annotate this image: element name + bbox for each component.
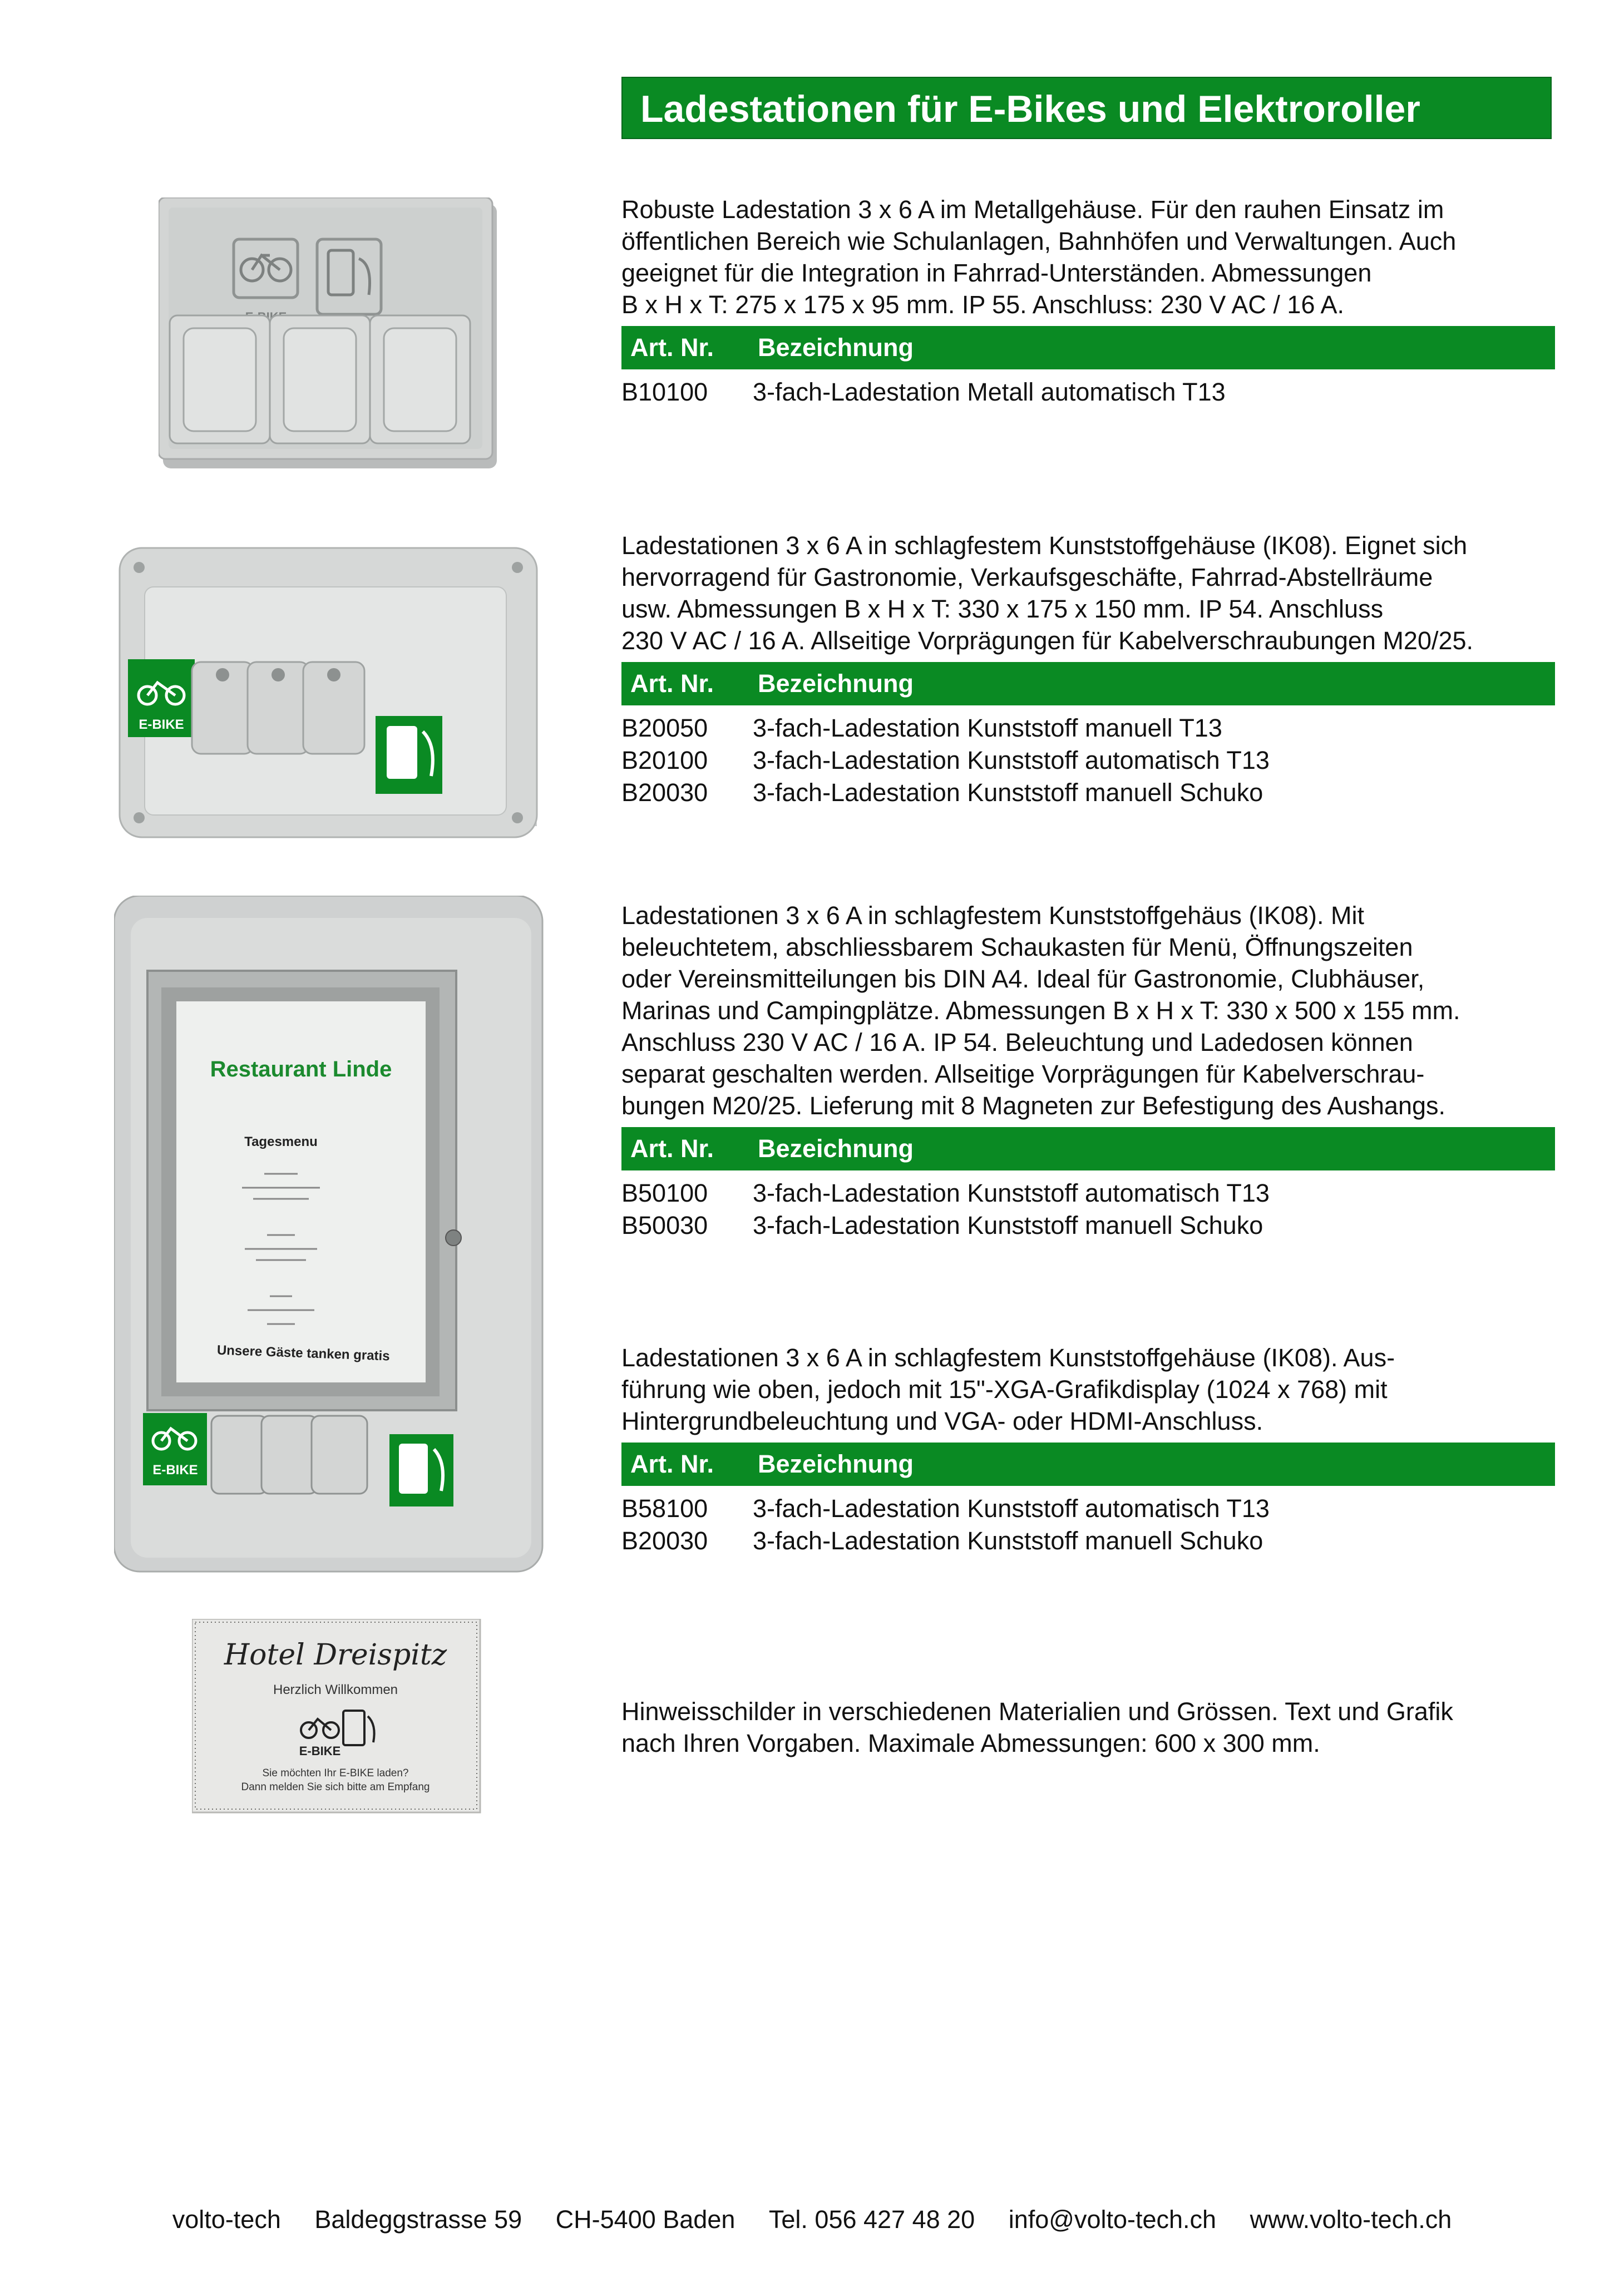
bezeichnung: 3-fach-Ladestation Kunststoff manuell Schuko [753,1527,1263,1555]
header-art-nr: Art. Nr. [630,669,714,698]
art-nr: B20050 [621,714,708,742]
fuel-label-panel-3 [389,1434,453,1506]
header-bezeichnung: Bezeichnung [758,333,914,362]
bezeichnung: 3-fach-Ladestation Kunststoff automatisch T13 [753,746,1270,774]
menu-restaurant-name: Restaurant Linde [210,1057,392,1081]
footer-web[interactable]: www.volto-tech.ch [1250,2205,1452,2234]
section-plastic-station [621,530,1556,809]
menu-heading: Tagesmenu [244,1134,318,1149]
section-metal-station [621,194,1556,408]
menu-footer-text: Unsere Gäste tanken gratis [216,1342,391,1364]
header-bezeichnung: Bezeichnung [758,1134,914,1163]
bezeichnung: 3-fach-Ladestation Kunststoff manuell Schuko [753,1211,1263,1239]
header-bezeichnung: Bezeichnung [758,669,914,698]
page-title: Ladestationen für E-Bikes und Elektroroller [621,77,1552,139]
header-art-nr: Art. Nr. [630,1134,714,1163]
table-header [621,326,1555,369]
footer-phone: Tel. 056 427 48 20 [768,2205,975,2234]
footer-city: CH-5400 Baden [555,2205,736,2234]
header-art-nr: Art. Nr. [630,333,714,362]
section-description: Hinweisschilder in verschiedenen Materialien und Grössen. Text und Grafik nach Ihren Vorgaben. Maximale Abmessungen: 600 x 300 mm. [621,1697,1453,1757]
bezeichnung: 3-fach-Ladestation Kunststoff manuell T13 [753,714,1222,742]
table-row [621,712,1556,744]
bezeichnung: 3-fach-Ladestation Kunststoff manuell Schuko [753,778,1263,807]
lock-icon [446,1230,461,1246]
table-row [621,1177,1556,1209]
socket-row [170,315,470,443]
table-row [621,777,1556,809]
ebike-label-panel [128,659,195,737]
fuel-label-panel [376,716,442,794]
bezeichnung: 3-fach-Ladestation Kunststoff automatisch T13 [753,1179,1270,1207]
art-nr: B20030 [621,1527,708,1555]
section-description: Ladestationen 3 x 6 A in schlagfestem Kunststoffgehäuse (IK08). Aus- führung wie oben, jedoch mit 15"-XGA-Grafikdisplay (1024 x 768) mit Hintergrundbeleuchtung und VGA- oder HDMI-Anschluss. [621,1343,1395,1435]
product-image-showcase-station [114,896,548,1574]
header-bezeichnung: Bezeichnung [758,1450,914,1478]
section-description: Ladestationen 3 x 6 A in schlagfestem Kunststoffgehäuse (IK08). Eignet sich hervorragend für Gastronomie, Verkaufsgeschäfte, Fahrrad-Abstellräume usw. Abmessungen B x H x T: 330 x 175 x 150 mm. IP 54. Anschluss 230 V AC / 16 A. Allseitige Vorprägungen für Kabelverschraubungen M20/25. [621,531,1474,655]
section-showcase-station [621,900,1556,1242]
sign-question: Sie möchten Ihr E-BIKE laden? [262,1767,409,1779]
art-nr: B20030 [621,778,708,807]
socket-row-2 [192,662,364,754]
table-row [621,376,1556,408]
bezeichnung: 3-fach-Ladestation Metall automatisch T13 [753,378,1226,406]
footer-company: volto-tech [172,2205,281,2234]
product-image-metal-station [159,197,504,476]
table-header [621,662,1555,705]
art-nr: B10100 [621,378,708,406]
table-header [621,1127,1555,1170]
ebike-label-2: E-BIKE [139,717,184,732]
art-nr: B20100 [621,746,708,774]
art-nr: B50030 [621,1211,708,1239]
section-display-station [621,1342,1556,1557]
art-nr: B50100 [621,1179,708,1207]
ebike-label-3: E-BIKE [152,1463,198,1478]
sign-ebike-label: E-BIKE [299,1744,341,1758]
table-header [621,1443,1555,1486]
section-description: Ladestationen 3 x 6 A in schlagfestem Kunststoffgehäus (IK08). Mit beleuchtetem, abschliessbarem Schaukasten für Menü, Öffnungszeiten oder Vereinsmitteilungen bis DIN A4. Ideal für Gastronomie, Clubhäuser, Marinas und Campingplätze. Abmessungen B x H x T: 330 x 500 x 155 mm. Anschluss 230 V AC / 16 A. IP 54. Beleuchtung und Ladedosen können separat geschalten werden. Allseitige Vorprägungen für Kabelverschrau- bungen M20/25. Lieferung mit 8 Magneten zur Befestigung des Aushangs. [621,901,1460,1120]
socket-row-3 [211,1416,367,1494]
table-row [621,1493,1556,1525]
page-footer [0,2203,1624,2236]
footer-street: Baldeggstrasse 59 [314,2205,522,2234]
footer-email[interactable]: info@volto-tech.ch [1008,2205,1217,2234]
section-description: Robuste Ladestation 3 x 6 A im Metallgehäuse. Für den rauhen Einsatz im öffentlichen Bereich wie Schulanlagen, Bahnhöfen und Verwaltungen. Auch geeignet für die Integration in Fahrrad-Unterständen. Abmessungen B x H x T: 275 x 175 x 95 mm. IP 55. Anschluss: 230 V AC / 16 A. [621,195,1457,319]
sign-welcome: Herzlich Willkommen [273,1682,398,1697]
art-nr: B58100 [621,1494,708,1523]
table-row [621,1209,1556,1242]
section-signs [621,1696,1556,1759]
header-art-nr: Art. Nr. [630,1450,714,1478]
table-row [621,1525,1556,1557]
table-row [621,744,1556,777]
product-image-hotel-sign [192,1619,481,1814]
product-image-plastic-station [114,537,545,848]
sign-hotel-name: Hotel Dreispitz [224,1638,447,1672]
sign-reception: Dann melden Sie sich bitte am Empfang [241,1781,430,1793]
bezeichnung: 3-fach-Ladestation Kunststoff automatisch T13 [753,1494,1270,1523]
ebike-label-panel-3 [143,1413,207,1485]
